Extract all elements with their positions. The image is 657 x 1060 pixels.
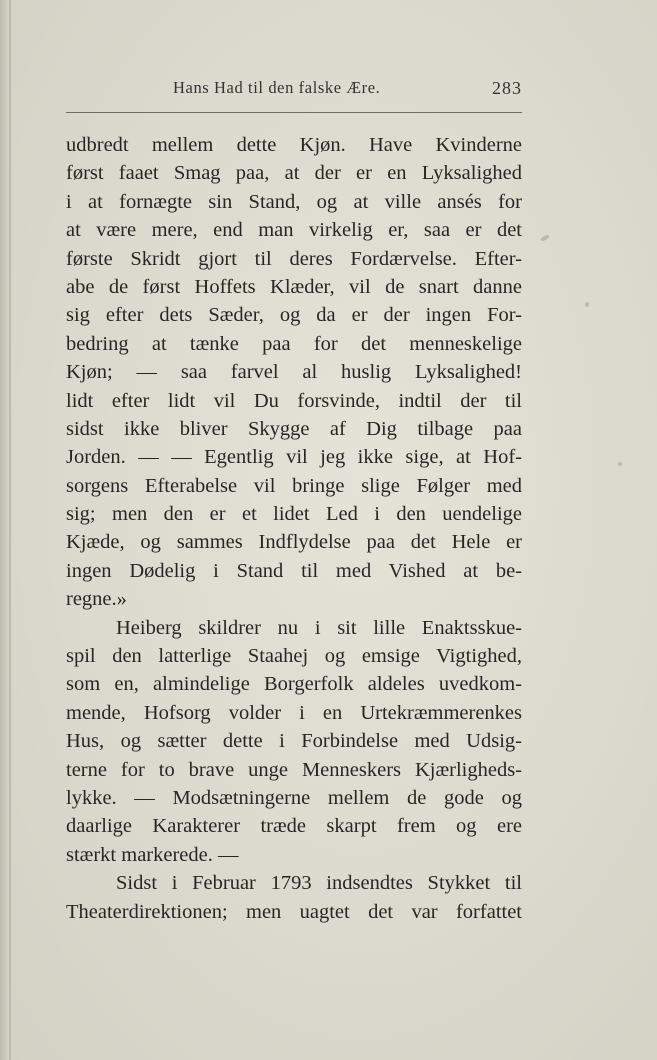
header-rule [66, 112, 522, 113]
gutter-shadow [0, 0, 14, 1060]
text-line: spil den latterlige Staahej og emsige Vigtighed, [66, 645, 522, 668]
text-line: første Skridt gjort til deres Fordærvelse. Efter- [66, 247, 522, 270]
text-line: i at fornægte sin Stand, og at ville ansés for [66, 190, 522, 213]
text-line: lidt efter lidt vil Du forsvinde, indtil der til [66, 389, 522, 412]
paper-speck [540, 234, 551, 242]
page-number: 283 [492, 78, 522, 98]
text-line: Jorden. — — Egentlig vil jeg ikke sige, at Hof- [66, 446, 522, 469]
text-line: udbredt mellem dette Kjøn. Have Kvinderne [66, 134, 522, 156]
text-line: sorgens Efterabelse vil bringe slige Følger med [66, 474, 522, 497]
text-line: først faaet Smag paa, at der er en Lyksalighed [66, 162, 522, 185]
text-line: Hus, og sætter dette i Forbindelse med Udsig- [66, 730, 522, 753]
text-line: Sidst i Februar 1793 indsendtes Stykket til [116, 872, 522, 895]
text-line: terne for to brave unge Menneskers Kjærligheds- [66, 758, 522, 781]
text-line: lykke. — Modsætningerne mellem de gode og [66, 786, 522, 809]
text-line: daarlige Karakterer træde skarpt frem og ere [66, 815, 522, 838]
binding-edge [9, 0, 11, 1060]
text-line: stærkt markerede. — [66, 843, 239, 866]
paper-speck [585, 302, 589, 307]
text-line: sig; men den er et lidet Led i den uendelige [66, 503, 522, 526]
running-title: Hans Had til den falske Ære. [173, 78, 381, 97]
text-line: Heiberg skildrer nu i sit lille Enaktsskue- [116, 616, 522, 639]
running-header [66, 78, 522, 104]
text-line: som en, almindelige Borgerfolk aldeles uvedkom- [66, 673, 522, 696]
body-text [66, 131, 522, 926]
text-line: at være mere, end man virkelig er, saa er det [66, 219, 522, 242]
text-line: regne.» [66, 588, 127, 611]
text-line: Kjøn; — saa farvel al huslig Lyksalighed! [66, 361, 522, 384]
text-line: abe de først Hoffets Klæder, vil de snart danne [66, 275, 522, 298]
text-line: ingen Dødelig i Stand til med Vished at be- [66, 559, 522, 582]
text-line: sidst ikke bliver Skygge af Dig tilbage paa [66, 417, 522, 440]
text-line: bedring at tænke paa for det menneskelige [66, 332, 522, 355]
text-line: Theaterdirektionen; men uagtet det var forfattet [66, 900, 522, 923]
text-line: mende, Hofsorg volder i en Urtekræmmerenkes [66, 701, 522, 724]
text-line: Kjæde, og sammes Indflydelse paa det Hele er [66, 531, 522, 554]
paper-speck [618, 462, 622, 466]
text-line: sig efter dets Sæder, og da er der ingen For- [66, 304, 522, 327]
